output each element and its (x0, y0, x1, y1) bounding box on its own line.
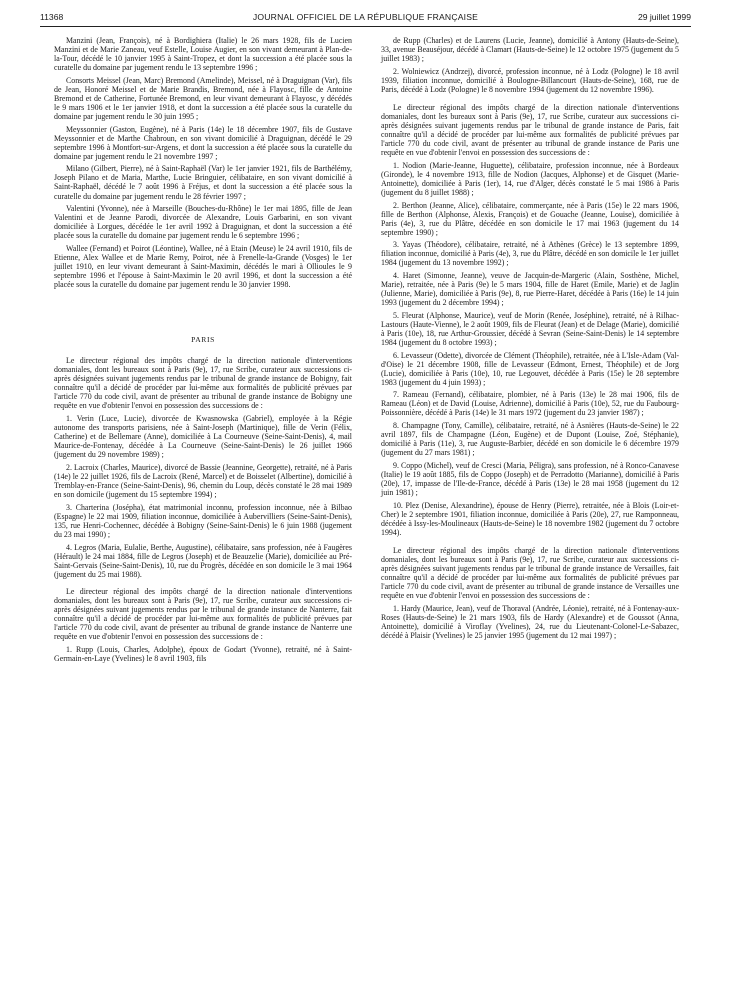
notice-paragraph: Valentini (Yvonne), née à Marseille (Bouches-du-Rhône) le 1er mai 1895, fille de Jean Valentini et de Jeanne Parodi, divorcée de Alexandre, Louis Garbarini, en son vivant domiciliée à Lorgues, décédée le 1er avril 1992 à Draguignan, et dont la succession a été placée sous la curatelle du domaine par jugement rendu le 6 septembre 1996 ; (54, 204, 352, 241)
notice-paragraph: 4. Legros (Maria, Eulalie, Berthe, Augustine), célibataire, sans profession, née à Faugères (Hérault) le 24 mai 1884, fille de Legros (Joseph) et de Beauzelie (Marie), domiciliée au Pré-Saint-Gervais (Seine-Saint-Denis), 10, rue du Progrès, décédée en son domicile le 3 mai 1964 (jugement du 25 mai 1988). (54, 542, 352, 579)
notice-paragraph: 8. Champagne (Tony, Camille), célibataire, retraité, né à Asnières (Hauts-de-Seine) le 22 avril 1897, fils de Champagne (Léon, Eugène) et de Dupont (Louise, Zoé, Stéphanie), domicilié à Paris (11e), 3, rue Auguste-Barbier, décédé en son domicile le 6 décembre 1979 (jugement du 27 mars 1981) ; (381, 421, 679, 458)
notice-paragraph: 4. Haret (Simonne, Jeanne), veuve de Jacquin-de-Margeric (Alain, Sosthène, Michel, Marie), retraitée, née à Paris (9e) le 5 mars 1904, fille de Haret (Emile, Marie) et de Jaglin (Julienne, Marie), domiciliée à Paris (9e), 8, rue Pierre-Haret, décédée à Paris (16e) le 14 juin 1993 (jugement du 2 décembre 1994) ; (381, 271, 679, 308)
right-column (381, 36, 679, 644)
notice-paragraph: de Rupp (Charles) et de Laurens (Lucie, Jeanne), domicilié à Antony (Hauts-de-Seine), 33, avenue Beauséjour, décédé à Clamart (Hauts-de-Seine) le 12 octobre 1975 (jugement du 5 juillet 1983) ; (381, 36, 679, 64)
left-column (54, 36, 352, 666)
notice-paragraph: 1. Rupp (Louis, Charles, Adolphe), époux de Godart (Yvonne), retraité, né à Saint-Germain-en-Laye (Yvelines) le 8 avril 1903, fils (54, 644, 352, 663)
notice-paragraph: Manzini (Jean, François), né à Bordighiera (Italie) le 26 mars 1928, fils de Lucien Manzini et de Marie Zaneau, veuf Estelle, Louise Augier, en son vivant demeurant à Plan-de-la-Tour, décédé le 10 janvier 1995 à Saint-Tropez, et dont la succession a été placée sous la curatelle du domaine par jugement rendu le 13 septembre 1996 ; (54, 36, 352, 73)
notice-paragraph: Le directeur régional des impôts chargé de la direction nationale d'interventions domaniales, dont les bureaux sont à Paris (9e), 17, rue Scribe, curateur aux successions ci-après désignées suivant jugements rendus par le tribunal de grande instance de Nanterre, fait connaître qu'il a décidé de procéder par lui-même aux formalités de publicité prévues par l'article 770 du code civil, avant de présenter au tribunal de grande instance de Nanterre une requête en vue d'obtenir l'envoi en possession des successions de : (54, 586, 352, 641)
issue-date: 29 juillet 1999 (637, 12, 691, 22)
notice-paragraph: 2. Wolniewicz (Andrzej), divorcé, profession inconnue, né à Lodz (Pologne) le 18 avril 1939, filiation inconnue, domicilié à Boulogne-Billancourt (Hauts-de-Seine), 168, rue de Paris, décédé à Lodz (Pologne) le 8 novembre 1994 (jugement du 12 novembre 1996). (381, 66, 679, 94)
notice-paragraph: 1. Verin (Luce, Lucie), divorcée de Kwasnowska (Gabriel), employée à la Régie autonome des transports parisiens, née à Saint-Joseph (Martinique), fille de Verin (Félix, Catherine) et de Bellemare (Anne), domiciliée à La Courneuve (Seine-Saint-Denis), 4, mail Maurice-de-Fontenay, décédée à La Courneuve (Seine-Saint-Denis) le 26 juillet 1966 (jugement du 29 novembre 1989) ; (54, 414, 352, 460)
notice-paragraph: Meyssonnier (Gaston, Eugène), né à Paris (14e) le 18 décembre 1907, fils de Gustave Meyssonnier et de Marthe Chabroun, en son vivant domicilié à Draguignan, décédé le 29 septembre 1996 à Montfort-sur-Argens, et dont la succession a été placée sous la curatelle du domaine par jugement rendu le 21 novembre 1997 ; (54, 124, 352, 161)
journal-title: JOURNAL OFFICIEL DE LA RÉPUBLIQUE FRANÇAISE (252, 12, 479, 22)
notice-paragraph: 1. Nodion (Marie-Jeanne, Huguette), célibataire, profession inconnue, née à Bordeaux (Gironde), le 4 novembre 1913, fille de Nodion (Jacques, Alphonse) et de Gisquet (Marie-Antoinette), domiciliée à Paris (1er), 14, rue d'Alger, décès constaté le 5 mai 1986 à Paris (jugement du 8 juillet 1988) ; (381, 160, 679, 197)
notice-paragraph: 5. Fleurat (Alphonse, Maurice), veuf de Morin (Renée, Joséphine), retraité, né à Rilhac-Lastours (Haute-Vienne), le 2 août 1909, fils de Fleurat (Jean) et de Delage (Marie), domicilié à Paris (10e), 18, rue Arthur-Groussier, décédé à Sevran (Seine-Saint-Denis) le 14 septembre 1984 (jugement du 8 octobre 1993) ; (381, 310, 679, 347)
notice-paragraph: 3. Charterina (Josépha), état matrimonial inconnu, profession inconnue, née à Bilbao (Espagne) le 22 mai 1909, filiation inconnue, domiciliée à Aubervilliers (Seine-Saint-Denis), 135, rue Henri-Cochennec, décédée à Bobigny (Seine-Saint-Denis) le 6 juin 1988 (jugement du 23 mai 1990) ; (54, 502, 352, 539)
section-heading: PARIS (191, 335, 215, 345)
notice-paragraph: 2. Lacroix (Charles, Maurice), divorcé de Bassie (Jeannine, Georgette), retraité, né à Paris (14e) le 22 juillet 1926, fils de Lacroix (René, Marcel) et de Boisselet (Albertine), domicilié à Tremblay-en-France (Seine-Saint-Denis), 96, chemin du Loup, décès constaté le 28 mai 1989 en son domicile (jugement du 15 septembre 1994) ; (54, 462, 352, 500)
notice-paragraph: 7. Rameau (Fernand), célibataire, plombier, né à Paris (13e) le 28 mai 1906, fils de Rameau (Léon) et de David (Louise, Adrienne), domicilié à Paris (10e), 52, rue du Faubourg-Poissonnière, décédé à Paris (14e) le 31 mars 1972 (jugement du 23 janvier 1987) ; (381, 390, 679, 418)
notice-paragraph: Le directeur régional des impôts chargé de la direction nationale d'interventions domaniales, dont les bureaux sont à Paris (9e), 17, rue Scribe, curateur aux successions ci-après désignées suivant jugements rendus par le tribunal de grande instance de Bobigny, fait connaître qu'il a décidé de procéder par lui-même aux formalités de publicité prévues par l'article 770 du code civil, avant de présenter au tribunal de grande instance de Bobigny une requête en vue d'obtenir l'envoi en possession des successions de : (54, 356, 352, 411)
notice-paragraph: 2. Berthon (Jeanne, Alice), célibataire, commerçante, née à Paris (15e) le 22 mars 1906, fille de Berthon (Alphonse, Alexis, François) et de Gouache (Jeanne, Louise), domiciliée à Paris (4e), 3, rue du Plâtre, décédée en son domicile le 17 mai 1963 (jugement du 14 septembre 1990) ; (381, 200, 679, 237)
notice-paragraph: 1. Hardy (Maurice, Jean), veuf de Thoraval (Andrée, Léonie), retraité, né à Fontenay-aux-Roses (Hauts-de-Seine) le 21 mars 1903, fils de Hardy (Alexandre) et de Goussot (Anna, Antoinette), domicilié à Viroflay (Yvelines), 24, rue du Lieutenant-Colonel-Le-Sabazec, décédé à Plaisir (Yvelines) le 25 janvier 1995 (jugement du 12 mai 1997) ; (381, 603, 679, 640)
page-header (40, 12, 691, 27)
notice-paragraph: Le directeur régional des impôts chargé de la direction nationale d'interventions domaniales, dont les bureaux sont à Paris (9e), 17, rue Scribe, curateur aux successions ci-après désignées suivant jugements rendus par le tribunal de grande instance de Paris, fait connaître qu'il a décidé de procéder par lui-même aux formalités de publicité prévues par l'article 770 du code civil, avant de présenter au tribunal de grande instance de Paris une requête en vue d'obtenir l'envoi en possession des successions de : (381, 102, 679, 158)
page-number: 11368 (40, 12, 64, 22)
notice-paragraph: Milano (Gilbert, Pierre), né à Saint-Raphaël (Var) le 1er janvier 1921, fils de Barthélémy, Joseph Pilano et de Maria, Marthe, Lucie Bringuier, célibataire, en son vivant domicilié à Saint-Raphaël, décédé le 7 août 1996 à Fréjus, et dont la succession a été placée sous la curatelle du domaine par jugement rendu le 28 février 1997 ; (54, 164, 352, 201)
notice-paragraph: 10. Plez (Denise, Alexandrine), épouse de Henry (Pierre), retraitée, née à Blois (Loir-et-Cher) le 2 septembre 1901, filiation inconnue, domiciliée à Paris (20e), 27, rue Ramponneau, décédée à Issy-les-Moulineaux (Hauts-de-Seine) le 18 novembre 1982 (jugement du 7 octobre 1994). (381, 500, 679, 537)
notice-paragraph: 9. Coppo (Michel), veuf de Cresci (Maria, Péligra), sans profession, né à Ronco-Canavese (Italie) le 19 août 1885, fils de Coppo (Joseph) et de Perradotto (Marianne), domicilié à Paris (20e), 17, impasse de l'Ile-de-France, décédé à Paris (13e) le 28 mai 1958 (jugement du 12 juin 1981) ; (381, 460, 679, 498)
notice-paragraph: Wallee (Fernand) et Poirot (Léontine), Wallee, né à Etain (Meuse) le 24 avril 1910, fils de Etienne, Alex Wallee et de Marie Remy, Poirot, née à Frenelle-la-Grande (Vosges) le 1er juillet 1910, en leur vivant demeurant à Saint-Maximin, décédés le mari à Ollioules le 9 septembre 1996 et l'épouse à Saint-Maximin le 20 avril 1996, et dont la succession a été placée sous la curatelle du domaine par jugement rendu le 30 janvier 1998. (54, 243, 352, 290)
notice-paragraph: 3. Yayas (Théodore), célibataire, retraité, né à Athènes (Grèce) le 13 septembre 1899, filiation inconnue, domicilié à Paris (4e), 3, rue du Plâtre, décédé en son domicile le 1er juillet 1984 (jugement du 13 novembre 1992) ; (381, 240, 679, 268)
notice-paragraph: Consorts Meissel (Jean, Marc) Bremond (Amelinde), Meissel, né à Draguignan (Var), fils de Jean, Honoré Meissel et de Marie Brandis, Bremond, née à Flayosc, fille de Antoine Bremond et de Catherine, Fortunée Bremond, en leur vivant demeurant à Flayosc, y décédés le 9 mars 1906 et le 1er janvier 1918, et dont la succession a été placée sous la curatelle du domaine par jugement rendu le 30 juin 1995 ; (54, 75, 352, 121)
notice-paragraph: 6. Levasseur (Odette), divorcée de Clément (Théophile), retraitée, née à L'Isle-Adam (Val-d'Oise) le 21 décembre 1908, fille de Levasseur (Edmont, Ernest, Théophile) et de Jorg (Lucie), domiciliée à Paris (10e), 10, rue Legouvet, décédée à Paris (15e) le 28 septembre 1983 (jugement du 4 juin 1993) ; (381, 350, 680, 387)
notice-paragraph: Le directeur régional des impôts chargé de la direction nationale d'interventions domaniales, dont les bureaux sont à Paris (9e), 17, rue Scribe, curateur aux successions ci-après désignées suivant jugements rendus par le tribunal de grande instance de Versailles, fait connaître qu'il a décidé de procéder par lui-même aux formalités de publicité prévues par l'article 770 du code civil, avant de présenter au tribunal de grande instance de Versailles une requête en vue d'obtenir l'envoi en possession des successions de : (381, 545, 679, 601)
